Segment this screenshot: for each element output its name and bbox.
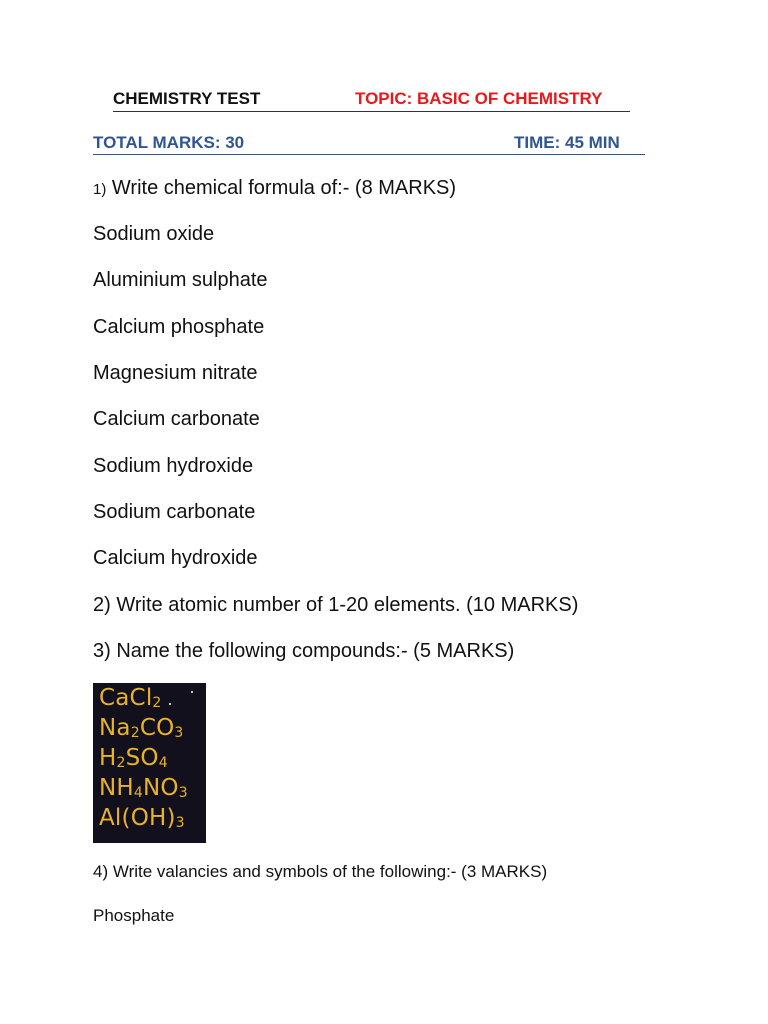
marks-underline xyxy=(93,154,645,155)
formula-aloh3: $Al(OH)_3$ xyxy=(99,805,185,831)
topic-title: TOPIC: BASIC OF CHEMISTRY xyxy=(355,89,603,108)
compound-formulas-image xyxy=(93,683,206,843)
list-item: Calcium carbonate xyxy=(93,408,260,430)
question-3: 3) Name the following compounds:- (5 MARKS) xyxy=(93,640,515,662)
formula-cacl2: CaCl$_2$ xyxy=(99,685,162,711)
test-title: CHEMISTRY TEST xyxy=(113,89,261,108)
question-2: 2) Write atomic number of 1-20 elements. (10 MARKS) xyxy=(93,594,579,616)
question-4: 4) Write valancies and symbols of the following:- (3 MARKS) xyxy=(93,862,548,881)
total-marks: TOTAL MARKS: 30 xyxy=(93,133,245,152)
title-underline xyxy=(113,111,630,112)
time-limit: TIME: 45 MIN xyxy=(514,133,620,152)
sparkle xyxy=(191,691,193,693)
list-item: Phosphate xyxy=(93,906,175,925)
formula-na2co3: $Na_2CO_3$ xyxy=(99,715,184,741)
list-item: Magnesium nitrate xyxy=(93,362,258,384)
sparkle xyxy=(169,703,171,705)
question-1-text: Write chemical formula of:- (8 MARKS) xyxy=(106,177,457,199)
list-item: Sodium oxide xyxy=(93,223,215,245)
list-item: Aluminium sulphate xyxy=(93,269,268,291)
list-item: Sodium hydroxide xyxy=(93,455,254,477)
question-1 xyxy=(93,177,456,200)
formula-h2so4: $H_2SO_4$ xyxy=(99,745,168,771)
formula-nh4no3: $NH_4NO_3$ xyxy=(99,775,188,801)
list-item: Sodium carbonate xyxy=(93,501,256,523)
list-item: Calcium phosphate xyxy=(93,316,265,338)
question-1-number: 1) xyxy=(93,181,107,198)
list-item: Calcium hydroxide xyxy=(93,547,258,569)
